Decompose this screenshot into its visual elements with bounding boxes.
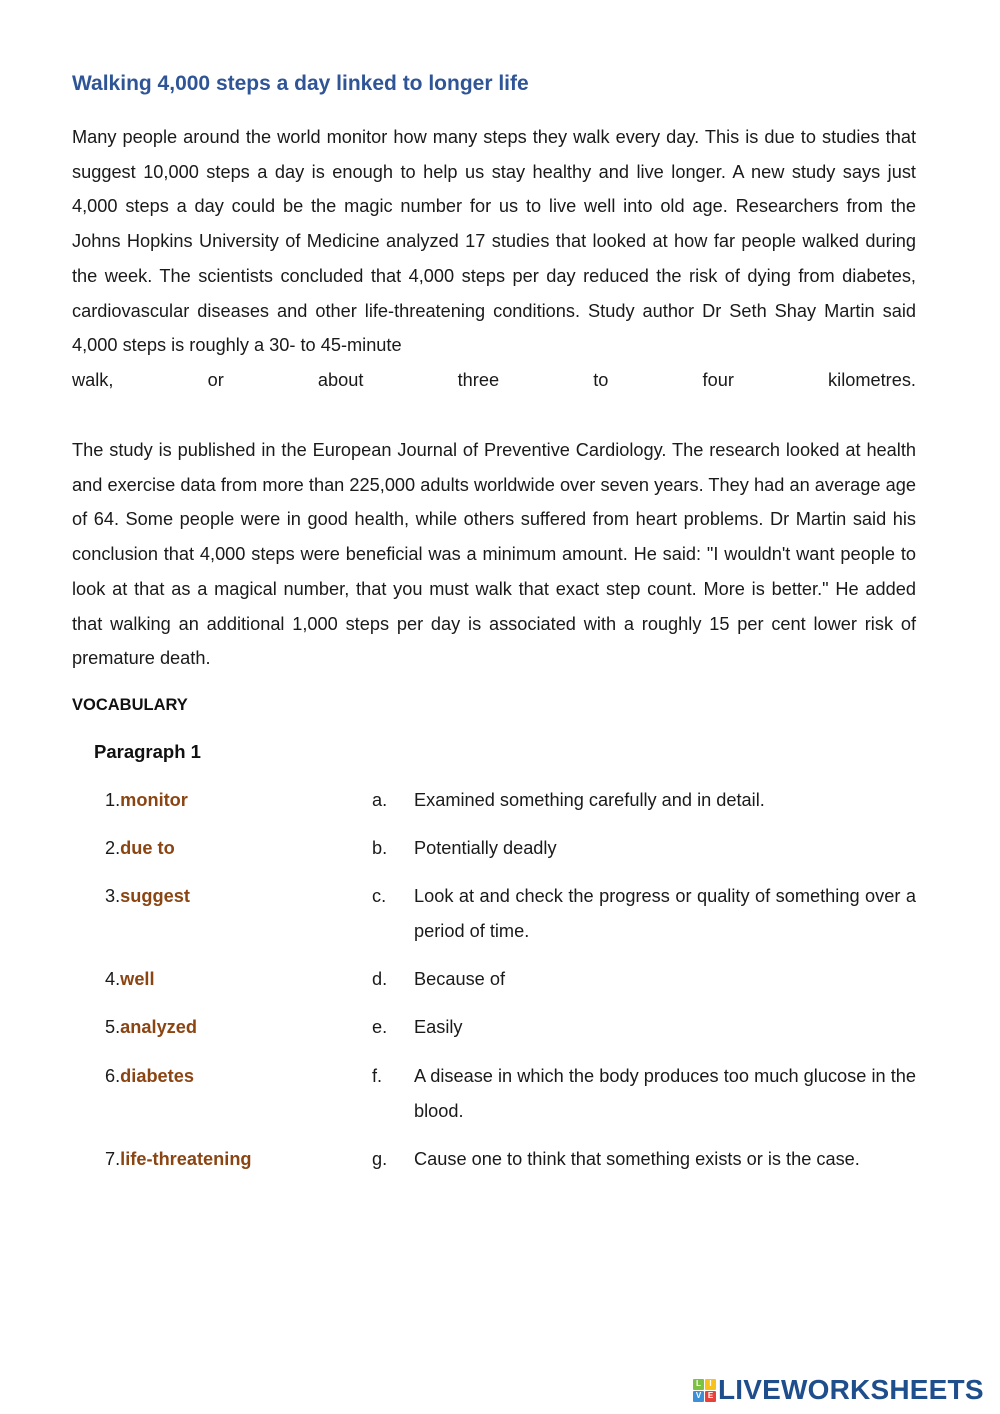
term-number: 5. bbox=[105, 1017, 121, 1037]
vocab-term bbox=[105, 1059, 194, 1094]
definition-letter: b. bbox=[372, 838, 388, 858]
definition-letter: a. bbox=[372, 790, 388, 810]
term-word: due to bbox=[120, 838, 175, 858]
definition-text: Examined something carefully and in detail. bbox=[414, 790, 765, 810]
term-number: 4. bbox=[105, 969, 121, 989]
definition-letter: e. bbox=[372, 1017, 388, 1037]
definition-letter: f. bbox=[372, 1066, 383, 1086]
definition-text: Because of bbox=[414, 969, 505, 989]
vocabulary-heading: VOCABULARY bbox=[72, 696, 188, 714]
logo-square-v: V bbox=[693, 1391, 704, 1402]
paragraph-1-text: Many people around the world monitor how many steps they walk every day. This is due to studies that suggest 10,000 steps a day is enough to help us stay healthy and live longer. A new study says just 4,000 steps a day could be the magic number for us to live well into old age. Researchers from the Johns Hopkins University of Medicine analyzed 17 studies that looked at how far people walked during the week. The scientists concluded that 4,000 steps per day reduced the risk of dying from diabetes, cardiovascular diseases and other life-threatening conditions. Study author Dr Seth Shay Martin said 4,000 steps is roughly a 30- to 45-minute bbox=[72, 127, 916, 356]
article-paragraph-2: The study is published in the European Journal of Preventive Cardiology. The research looked at health and exercise data from more than 225,000 adults worldwide over seven years. They had an average age of 64. Some people were in good health, while others suffered from heart problems. Dr Martin said his conclusion that 4,000 steps were beneficial was a minimum amount. He said: "I wouldn't want people to look at that as a magical number, that you must walk that exact step count. More is better." He added that walking an additional 1,000 steps per day is associated with a roughly 15 per cent lower risk of premature death. bbox=[72, 440, 916, 669]
liveworksheets-logo bbox=[693, 1374, 984, 1405]
logo-square-l: L bbox=[693, 1379, 704, 1390]
vocab-term bbox=[105, 962, 155, 997]
term-number: 2. bbox=[105, 838, 121, 858]
definition-text: Easily bbox=[414, 1017, 463, 1037]
logo-text: LIVEWORKSHEETS bbox=[718, 1374, 984, 1405]
term-word: life-threatening bbox=[120, 1149, 252, 1169]
term-word: diabetes bbox=[120, 1066, 194, 1086]
vocabulary-section-label: Paragraph 1 bbox=[94, 741, 201, 762]
vocab-term bbox=[105, 879, 190, 914]
vocab-term bbox=[105, 1010, 197, 1045]
term-word: well bbox=[120, 969, 155, 989]
term-number: 3. bbox=[105, 886, 121, 906]
definition-text: Potentially deadly bbox=[414, 838, 557, 858]
term-word: suggest bbox=[120, 886, 190, 906]
term-number: 6. bbox=[105, 1066, 121, 1086]
logo-square-i: I bbox=[705, 1379, 716, 1390]
definition-letter: d. bbox=[372, 969, 388, 989]
paragraph-1-last-line: walk, or about three to four kilometres. bbox=[72, 369, 916, 390]
definition-text: A disease in which the body produces too much glucose in the blood. bbox=[414, 1066, 916, 1121]
logo-icon bbox=[693, 1379, 716, 1402]
vocab-term bbox=[105, 783, 188, 818]
term-number: 1. bbox=[105, 790, 121, 810]
definition-text: Cause one to think that something exists or is the case. bbox=[414, 1149, 860, 1169]
article-title: Walking 4,000 steps a day linked to longer life bbox=[72, 72, 529, 95]
definition-letter: g. bbox=[372, 1149, 388, 1169]
term-word: monitor bbox=[120, 790, 188, 810]
definition-text: Look at and check the progress or quality of something over a period of time. bbox=[414, 886, 916, 941]
logo-square-e: E bbox=[705, 1391, 716, 1402]
term-word: analyzed bbox=[120, 1017, 197, 1037]
article-paragraph-1 bbox=[72, 120, 916, 398]
definition-letter: c. bbox=[372, 886, 387, 906]
vocab-term bbox=[105, 1142, 252, 1177]
vocab-term bbox=[105, 831, 175, 866]
term-number: 7. bbox=[105, 1149, 121, 1169]
